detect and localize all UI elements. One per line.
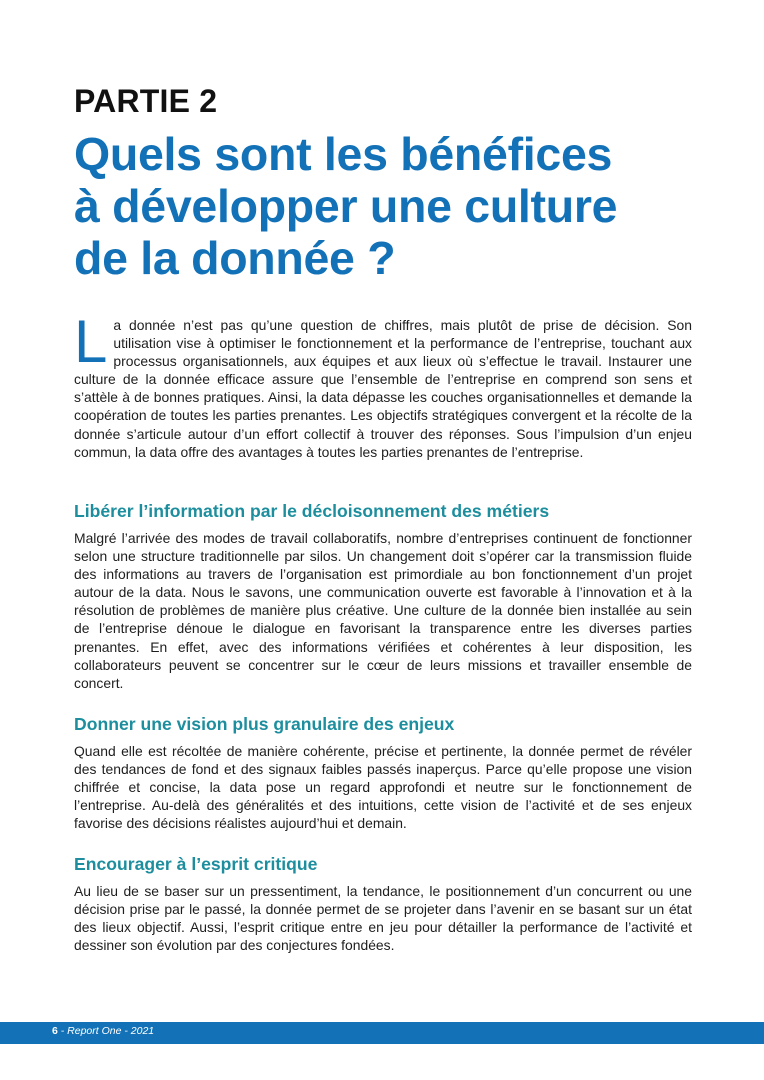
footer xyxy=(52,1025,154,1037)
intro-text: a donnée n’est pas qu’une question de chiffres, mais plutôt de prise de décision. Son utilisation vise à optimiser le fonctionnement et la performance de l’entreprise, touchant aux processus organisationnels, aux équipes et aux lieux où s’effectue le travail. Instaurer une culture de la donnée efficace assure que l’ensemble de l’entreprise en comprend son sens et s’attèle à de bonnes pratiques. Ainsi, la data dépasse les couches organisationnelles et demande la coopération de toutes les parties prenantes. Les objectifs stratégiques convergent et la récolte de la donnée s’articule autour d’un effort collectif à trouver des réponses. Sous l’impulsion d’un enjeu commun, la data offre des avantages à toutes les parties prenantes de l’entreprise. xyxy=(74,317,692,460)
title-line: de la donnée ? xyxy=(74,232,396,284)
drop-cap: L xyxy=(74,308,108,375)
page-title xyxy=(74,128,734,284)
section-body-vision: Quand elle est récoltée de manière cohérente, précise et pertinente, la donnée permet de révéler des tendances de fond et des signaux faibles passés inaperçus. Parce qu’elle propose une vision chiffrée et concise, la data pose un regard approfondi et neutre sur le fonctionnement de l’entreprise. Au-delà des généralités et des intuitions, cette vision de l’activité et de ses enjeux favorise des décisions réalistes aujourd’hui et demain. xyxy=(74,743,692,832)
section-body-decloisonnement: Malgré l’arrivée des modes de travail collaboratifs, nombre d’entreprises continuent de fonctionner selon une structure traditionnelle par silos. Un changement doit s’opérer car la transmission fluide des informations au travers de l’organisation est primordiale au bon fonctionnement d’un projet autour de la data. Nous le savons, une communication ouverte est favorable à l’innovation et à la résolution de problèmes de manière plus créative. Une culture de la donnée bien installée au sein de l’entreprise dénoue le dialogue en favorisant la transparence entre les diverses parties prenantes. En effet, avec des informations vérifiées et cohérentes à leur disposition, les collaborateurs peuvent se concentrer sur le cœur de leurs missions et travailler ensemble de concert. xyxy=(74,530,692,691)
section-body-esprit-critique: Au lieu de se baser sur un pressentiment, la tendance, le positionnement d’un concurrent ou une décision prise par le passé, la donnée permet de se projeter dans l’avenir en se basant sur un état des lieux objectif. Aussi, l’esprit critique entre en jeu pour détailler la performance de l’activité et dessiner son évolution par des conjectures fondées. xyxy=(74,883,692,954)
page-number: 6 xyxy=(52,1025,58,1037)
title-line: Quels sont les bénéfices xyxy=(74,128,613,180)
title-line: à développer une culture xyxy=(74,180,618,232)
intro-paragraph xyxy=(74,308,692,461)
footer-label: - Report One - 2021 xyxy=(57,1025,155,1037)
section-heading-decloisonnement: Libérer l’information par le décloisonnement des métiers xyxy=(74,501,550,521)
section-heading-vision: Donner une vision plus granulaire des enjeux xyxy=(74,714,455,734)
part-label: PARTIE 2 xyxy=(74,83,218,119)
section-heading-esprit-critique: Encourager à l’esprit critique xyxy=(74,854,318,874)
